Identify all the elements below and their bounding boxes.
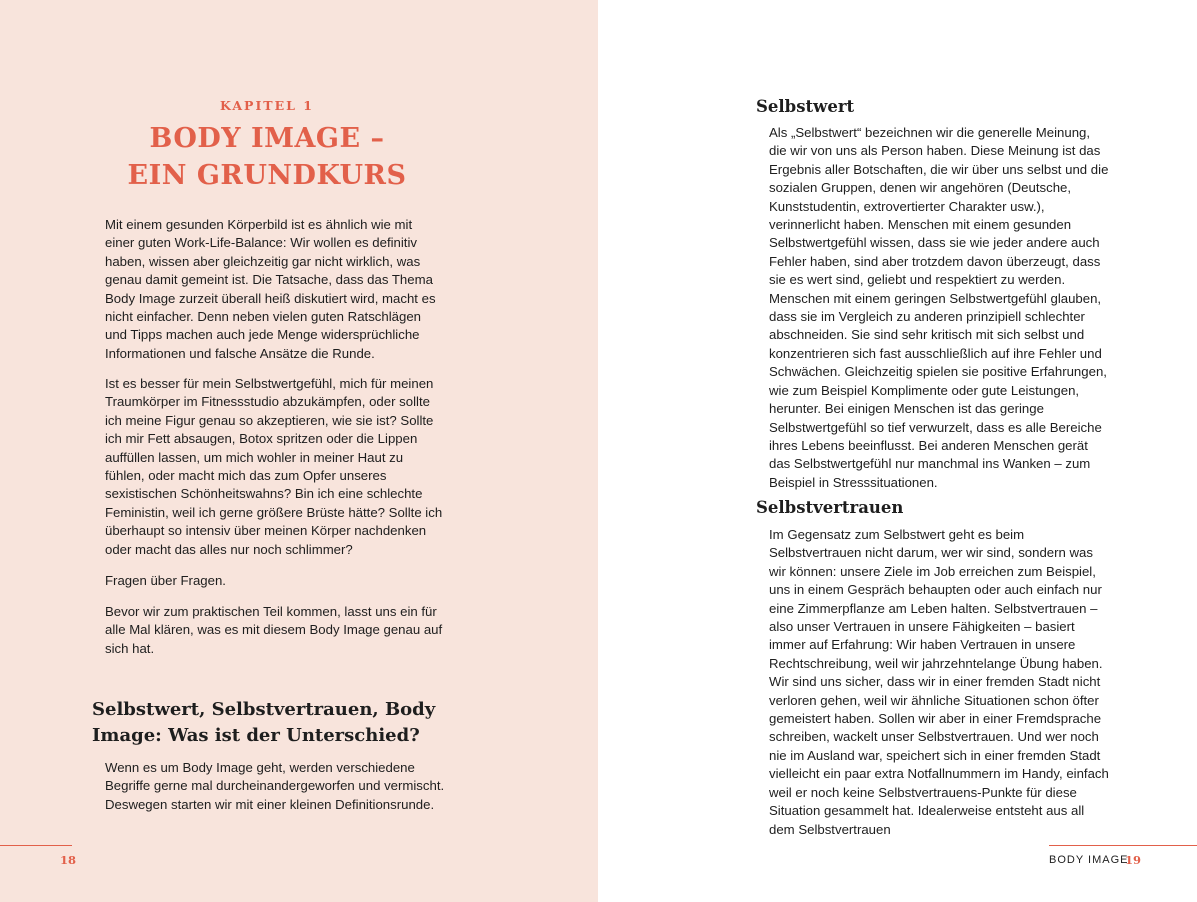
paragraph-selbstvertrauen: Im Gegensatz zum Selbstwert geht es beim Selbstvertrauen nicht darum, wer wir sind, sondern was wir können: unsere Ziele im Job erreichen zum Beispiel, uns in einem Gespräch behaupten oder auch einfach nur eine Zimmerpflanze am Leben halten. Selbstvertrauen – also unser Vertrauen in unsere Fähigkeiten – basiert immer auf Erfahrung: Wir haben Vertrauen in unsere Rechtschreibung, weil wir jahrzehntelange Übung haben. Wir sind uns sicher, dass wir in einer fremden Stadt nicht verloren gehen, weil wir ähnliche Situationen schon öfter gemeistert haben. Sollen wir aber in einer Fremdsprache schreiben, wackelt unser Selbstvertrauen. Und wer noch nie im Ausland war, speichert sich in einer fremden Stadt vielleicht ein paar extra Notfallnummern im Handy, einfach weil er noch keine Selbstvertrauens-Punkte für diese Situation gesammelt hat. Idealerweise entsteht aus all dem Selbstvertrauen <box>769 527 1109 837</box>
section-heading: Selbstwert, Selbstvertrauen, Body Image: Was ist der Unterschied? <box>92 699 436 746</box>
intro-paragraph-4: Bevor wir zum praktischen Teil kommen, lasst uns ein für alle Mal klären, was es mit diesem Body Image genau auf sich hat. <box>105 604 443 656</box>
heading-selbstwert: Selbstwert <box>756 97 855 116</box>
chapter-label: KAPITEL 1 <box>220 98 314 113</box>
paragraph-selbstwert: Als „Selbstwert“ bezeichnen wir die generelle Meinung, die wir von uns als Person haben. Diese Meinung ist das Ergebnis aller Botschaften, die wir über uns selbst und die sozialen Gruppen, denen wir angehören (Deutsche, Kunststudentin, extrovertierter Charakter usw.), verinnerlicht haben. Menschen mit einem gesunden Selbstwertgefühl wissen, dass sie wie jeder andere auch Fehler haben, sind aber trotzdem davon überzeugt, dass sie es wert sind, geliebt und respektiert zu werden. Menschen mit einem geringen Selbstwertgefühl glauben, dass sie im Vergleich zu anderen prinzipiell schlechter abschneiden. Sie sind sehr kritisch mit sich selbst und konzentrieren sich fast ausschließlich auf ihre Fehler und Schwächen. Gleichzeitig spielen sie positive Erfahrungen, wie zum Beispiel Komplimente oder gute Leistungen, herunter. Bei einigen Menschen ist das geringe Selbstwertgefühl so tief verwurzelt, dass es alle Bereiche ihres Lebens beeinflusst. Bei anderen Menschen gerät das Selbstwertgefühl nur manchmal ins Wanken – zum Beispiel in Stresssituationen. <box>769 125 1109 490</box>
running-head: BODY IMAGE <box>1049 854 1129 866</box>
chapter-title-line-1: BODY IMAGE – <box>149 123 385 154</box>
intro-paragraph-1: Mit einem gesunden Körperbild ist es ähnlich wie mit einer guten Work-Life-Balance: Wir wollen es definitiv haben, wissen aber gleichzeitig gar nicht wirklich, was genau damit gemeint ist. Die Tatsache, dass das Thema Body Image zurzeit überall heiß diskutiert wird, macht es nicht einfacher. Denn neben vielen guten Ratschlägen und Tipps machen auch jede Menge widersprüchliche Informationen und falsche Ansätze die Runde. <box>105 217 436 361</box>
intro-paragraph-3: Fragen über Fragen. <box>105 573 226 588</box>
footer-rule-right <box>1049 845 1197 846</box>
page-number-right: 19 <box>1125 853 1142 867</box>
chapter-title <box>0 120 534 194</box>
intro-paragraph-2: Ist es besser für mein Selbstwertgefühl, mich für meinen Traumkörper im Fitnessstudio abzukämpfen, oder sollte ich meine Figur genau so akzeptieren, wie sie ist? Sollte ich mir Fett absaugen, Botox spritzen oder die Lippen auffüllen lassen, um mich wohler in meiner Haut zu fühlen, oder macht mich das zum Opfer unseres sexistischen Schönheitswahns? Bin ich eine schlechte Feministin, weil ich gerne größere Brüste hätte? Sollte ich überhaupt so intensiv über meinen Körper nachdenken oder macht das alles nur noch schlimmer? <box>105 376 443 557</box>
chapter-title-line-2: EIN GRUNDKURS <box>127 160 407 191</box>
footer-rule-left <box>0 845 72 846</box>
left-page <box>0 0 598 902</box>
page-number-left: 18 <box>60 853 77 867</box>
heading-selbstvertrauen: Selbstvertrauen <box>756 498 904 517</box>
section-paragraph: Wenn es um Body Image geht, werden verschiedene Begriffe gerne mal durcheinandergeworfen und vermischt. Deswegen starten wir mit einer kleinen Definitionsrunde. <box>105 760 445 812</box>
